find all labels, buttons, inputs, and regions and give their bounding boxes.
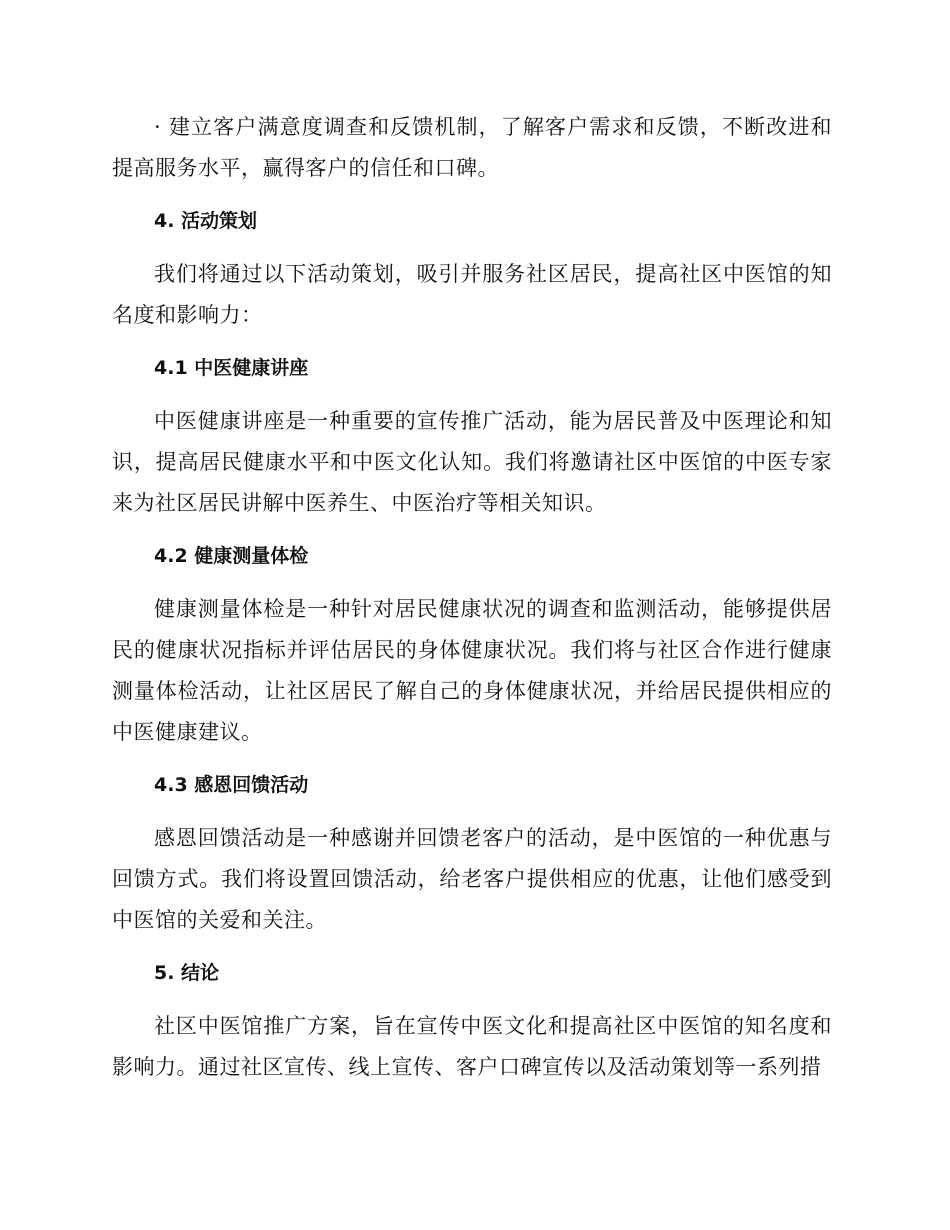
- section-heading-conclusion: 5. 结论: [154, 962, 220, 984]
- subsection-heading-lecture: 4.1 中医健康讲座: [154, 357, 309, 379]
- paragraph-gratitude: 感恩回馈活动是一种感谢并回馈老客户的活动，是中医馆的一种优惠与回馈方式。我们将设置回馈活动，给老客户提供相应的优惠，让他们感受到中医馆的关爱和关注。: [112, 826, 832, 932]
- paragraph-activity-intro: 我们将通过以下活动策划，吸引并服务社区居民，提高社区中医馆的知名度和影响力：: [112, 262, 832, 327]
- bullet-paragraph-feedback: · 建立客户满意度调查和反馈机制，了解客户需求和反馈，不断改进和提高服务水平，赢得客户的信任和口碑。: [112, 115, 832, 180]
- subsection-heading-health-check: 4.2 健康测量体检: [154, 545, 309, 567]
- section-heading-activity-planning: 4. 活动策划: [154, 210, 258, 232]
- paragraph-lecture: 中医健康讲座是一种重要的宣传推广活动，能为居民普及中医理论和知识，提高居民健康水平和中医文化认知。我们将邀请社区中医馆的中医专家来为社区居民讲解中医养生、中医治疗等相关知识。: [112, 409, 832, 515]
- paragraph-conclusion: 社区中医馆推广方案，旨在宣传中医文化和提高社区中医馆的知名度和影响力。通过社区宣传、线上宣传、客户口碑宣传以及活动策划等一系列措: [112, 1014, 832, 1079]
- paragraph-health-check: 健康测量体检是一种针对居民健康状况的调查和监测活动，能够提供居民的健康状况指标并评估居民的身体健康状况。我们将与社区合作进行健康测量体检活动，让社区居民了解自己的身体健康状况，并给居民提供相应的中医健康建议。: [112, 597, 832, 744]
- subsection-heading-gratitude: 4.3 感恩回馈活动: [154, 774, 309, 796]
- document-body: [112, 107, 832, 1100]
